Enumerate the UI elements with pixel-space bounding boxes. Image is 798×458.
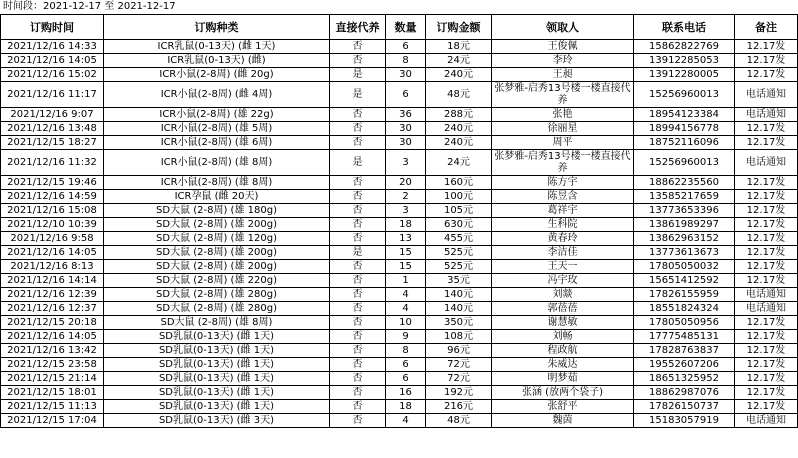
recipient-cell: 李玲 xyxy=(492,54,634,68)
remark-cell: 12.17发 xyxy=(735,246,798,260)
table-row xyxy=(1,344,798,358)
order-type-cell: SD大鼠 (2-8周) (雄 220g) xyxy=(104,274,330,288)
direct-foster-cell: 否 xyxy=(330,136,386,150)
direct-foster-cell: 否 xyxy=(330,330,386,344)
table-row xyxy=(1,204,798,218)
order-type-cell: ICR小鼠(2-8周) (雄 22g) xyxy=(104,108,330,122)
quantity-cell: 9 xyxy=(386,330,426,344)
order-type-cell: ICR乳鼠(0-13天) (雌 1天) xyxy=(104,40,330,54)
remark-cell: 12.17发 xyxy=(735,40,798,54)
amount-cell: 455元 xyxy=(426,232,492,246)
table-row xyxy=(1,288,798,302)
remark-cell: 12.17发 xyxy=(735,68,798,82)
recipient-cell: 冯宇玫 xyxy=(492,274,634,288)
order-time-cell: 2021/12/16 14:05 xyxy=(1,54,104,68)
table-row xyxy=(1,136,798,150)
remark-cell: 电话通知 xyxy=(735,108,798,122)
header-order-time: 订购时间 xyxy=(1,15,104,40)
recipient-cell: 王俊佩 xyxy=(492,40,634,54)
order-time-cell: 2021/12/16 13:42 xyxy=(1,344,104,358)
amount-cell: 72元 xyxy=(426,358,492,372)
quantity-cell: 8 xyxy=(386,344,426,358)
order-time-cell: 2021/12/16 15:02 xyxy=(1,68,104,82)
recipient-cell: 周平 xyxy=(492,136,634,150)
order-time-cell: 2021/12/16 11:32 xyxy=(1,150,104,176)
amount-cell: 288元 xyxy=(426,108,492,122)
order-type-cell: ICR小鼠(2-8周) (雄 5周) xyxy=(104,122,330,136)
quantity-cell: 4 xyxy=(386,302,426,316)
phone-cell: 18862987076 xyxy=(634,386,735,400)
order-time-cell: 2021/12/16 14:59 xyxy=(1,190,104,204)
recipient-cell: 黄春玲 xyxy=(492,232,634,246)
remark-cell: 电话通知 xyxy=(735,288,798,302)
order-time-cell: 2021/12/15 20:18 xyxy=(1,316,104,330)
order-time-cell: 2021/12/16 14:14 xyxy=(1,274,104,288)
remark-cell: 12.17发 xyxy=(735,358,798,372)
table-row xyxy=(1,122,798,136)
phone-cell: 17828763837 xyxy=(634,344,735,358)
quantity-cell: 18 xyxy=(386,400,426,414)
phone-cell: 18862235560 xyxy=(634,176,735,190)
amount-cell: 96元 xyxy=(426,344,492,358)
table-row xyxy=(1,302,798,316)
order-type-cell: ICR乳鼠(0-13天) (雌) xyxy=(104,54,330,68)
order-type-cell: SD大鼠 (2-8周) (雄 200g) xyxy=(104,218,330,232)
date-range-label: 时间段：2021-12-17 至 2021-12-17 xyxy=(3,1,176,12)
order-time-cell: 2021/12/15 18:27 xyxy=(1,136,104,150)
order-type-cell: SD乳鼠(0-13天) (雌 3天) xyxy=(104,414,330,428)
direct-foster-cell: 否 xyxy=(330,108,386,122)
quantity-cell: 30 xyxy=(386,122,426,136)
order-time-cell: 2021/12/15 11:13 xyxy=(1,400,104,414)
table-row xyxy=(1,246,798,260)
amount-cell: 35元 xyxy=(426,274,492,288)
quantity-cell: 4 xyxy=(386,288,426,302)
order-type-cell: ICR小鼠(2-8周) (雌 4周) xyxy=(104,82,330,108)
phone-cell: 13773613673 xyxy=(634,246,735,260)
order-type-cell: SD乳鼠(0-13天) (雌 1天) xyxy=(104,358,330,372)
phone-cell: 18651325952 xyxy=(634,372,735,386)
table-row xyxy=(1,372,798,386)
header-recipient: 领取人 xyxy=(492,15,634,40)
table-row xyxy=(1,54,798,68)
amount-cell: 240元 xyxy=(426,68,492,82)
recipient-cell: 张梦雅-启秀13号楼一楼直接代养 xyxy=(492,150,634,176)
recipient-cell: 生科院 xyxy=(492,218,634,232)
remark-cell: 12.17发 xyxy=(735,136,798,150)
direct-foster-cell: 否 xyxy=(330,344,386,358)
remark-cell: 12.17发 xyxy=(735,372,798,386)
phone-cell: 18752116096 xyxy=(634,136,735,150)
phone-cell: 13585217659 xyxy=(634,190,735,204)
recipient-cell: 徐丽星 xyxy=(492,122,634,136)
order-time-cell: 2021/12/16 12:37 xyxy=(1,302,104,316)
remark-cell: 12.17发 xyxy=(735,400,798,414)
direct-foster-cell: 否 xyxy=(330,232,386,246)
phone-cell: 18551824324 xyxy=(634,302,735,316)
direct-foster-cell: 是 xyxy=(330,68,386,82)
recipient-cell: 刘燚 xyxy=(492,288,634,302)
recipient-cell: 明梦茹 xyxy=(492,372,634,386)
recipient-cell: 谢慧敏 xyxy=(492,316,634,330)
remark-cell: 电话通知 xyxy=(735,414,798,428)
table-row xyxy=(1,82,798,108)
order-type-cell: SD大鼠 (2-8周) (雄 120g) xyxy=(104,232,330,246)
direct-foster-cell: 否 xyxy=(330,190,386,204)
order-type-cell: SD大鼠 (2-8周) (雄 200g) xyxy=(104,246,330,260)
order-time-cell: 2021/12/15 23:58 xyxy=(1,358,104,372)
order-type-cell: SD乳鼠(0-13天) (雌 1天) xyxy=(104,344,330,358)
amount-cell: 160元 xyxy=(426,176,492,190)
phone-cell: 13862963152 xyxy=(634,232,735,246)
quantity-cell: 18 xyxy=(386,218,426,232)
phone-cell: 15256960013 xyxy=(634,82,735,108)
quantity-cell: 15 xyxy=(386,246,426,260)
order-time-cell: 2021/12/16 14:33 xyxy=(1,40,104,54)
phone-cell: 19552607206 xyxy=(634,358,735,372)
amount-cell: 192元 xyxy=(426,386,492,400)
phone-cell: 17826150737 xyxy=(634,400,735,414)
table-row xyxy=(1,316,798,330)
header-order-type: 订购种类 xyxy=(104,15,330,40)
direct-foster-cell: 否 xyxy=(330,316,386,330)
order-type-cell: SD大鼠 (2-8周) (雄 180g) xyxy=(104,204,330,218)
amount-cell: 72元 xyxy=(426,372,492,386)
order-time-cell: 2021/12/16 15:08 xyxy=(1,204,104,218)
header-remark: 备注 xyxy=(735,15,798,40)
remark-cell: 12.17发 xyxy=(735,190,798,204)
recipient-cell: 张梦雅-启秀13号楼一楼直接代养 xyxy=(492,82,634,108)
order-type-cell: SD乳鼠(0-13天) (雌 1天) xyxy=(104,386,330,400)
order-time-cell: 2021/12/15 19:46 xyxy=(1,176,104,190)
direct-foster-cell: 否 xyxy=(330,372,386,386)
order-time-cell: 2021/12/16 9:07 xyxy=(1,108,104,122)
quantity-cell: 3 xyxy=(386,150,426,176)
recipient-cell: 王天一 xyxy=(492,260,634,274)
quantity-cell: 20 xyxy=(386,176,426,190)
order-type-cell: SD乳鼠(0-13天) (雌 1天) xyxy=(104,330,330,344)
direct-foster-cell: 否 xyxy=(330,260,386,274)
quantity-cell: 30 xyxy=(386,136,426,150)
order-time-cell: 2021/12/16 14:05 xyxy=(1,246,104,260)
phone-cell: 15651412592 xyxy=(634,274,735,288)
recipient-cell: 张舒平 xyxy=(492,400,634,414)
amount-cell: 240元 xyxy=(426,122,492,136)
remark-cell: 12.17发 xyxy=(735,54,798,68)
phone-cell: 17826155959 xyxy=(634,288,735,302)
order-type-cell: SD乳鼠(0-13天) (雌 1天) xyxy=(104,372,330,386)
header-direct-foster: 直接代养 xyxy=(330,15,386,40)
quantity-cell: 6 xyxy=(386,40,426,54)
phone-cell: 13861989297 xyxy=(634,218,735,232)
quantity-cell: 36 xyxy=(386,108,426,122)
table-row xyxy=(1,260,798,274)
direct-foster-cell: 否 xyxy=(330,274,386,288)
recipient-cell: 魏茵 xyxy=(492,414,634,428)
table-row xyxy=(1,176,798,190)
quantity-cell: 8 xyxy=(386,54,426,68)
order-type-cell: ICR小鼠(2-8周) (雄 6周) xyxy=(104,136,330,150)
direct-foster-cell: 否 xyxy=(330,176,386,190)
table-row xyxy=(1,386,798,400)
amount-cell: 48元 xyxy=(426,414,492,428)
remark-cell: 12.17发 xyxy=(735,260,798,274)
recipient-cell: 朱威达 xyxy=(492,358,634,372)
direct-foster-cell: 否 xyxy=(330,358,386,372)
amount-cell: 630元 xyxy=(426,218,492,232)
direct-foster-cell: 否 xyxy=(330,302,386,316)
table-row xyxy=(1,274,798,288)
order-type-cell: ICR小鼠(2-8周) (雄 8周) xyxy=(104,150,330,176)
amount-cell: 24元 xyxy=(426,54,492,68)
amount-cell: 48元 xyxy=(426,82,492,108)
order-time-cell: 2021/12/15 18:01 xyxy=(1,386,104,400)
order-time-cell: 2021/12/16 9:58 xyxy=(1,232,104,246)
remark-cell: 12.17发 xyxy=(735,122,798,136)
phone-cell: 15862822769 xyxy=(634,40,735,54)
table-row xyxy=(1,108,798,122)
remark-cell: 12.17发 xyxy=(735,386,798,400)
recipient-cell: 陈方宇 xyxy=(492,176,634,190)
table-header-row xyxy=(1,15,798,40)
remark-cell: 12.17发 xyxy=(735,344,798,358)
order-type-cell: ICR小鼠(2-8周) (雄 8周) xyxy=(104,176,330,190)
remark-cell: 12.17发 xyxy=(735,218,798,232)
amount-cell: 216元 xyxy=(426,400,492,414)
direct-foster-cell: 否 xyxy=(330,386,386,400)
recipient-cell: 程政航 xyxy=(492,344,634,358)
quantity-cell: 6 xyxy=(386,82,426,108)
quantity-cell: 10 xyxy=(386,316,426,330)
order-time-cell: 2021/12/16 8:13 xyxy=(1,260,104,274)
direct-foster-cell: 否 xyxy=(330,54,386,68)
phone-cell: 18954123384 xyxy=(634,108,735,122)
remark-cell: 电话通知 xyxy=(735,150,798,176)
table-row xyxy=(1,68,798,82)
table-row xyxy=(1,150,798,176)
remark-cell: 12.17发 xyxy=(735,330,798,344)
quantity-cell: 6 xyxy=(386,358,426,372)
phone-cell: 13773653396 xyxy=(634,204,735,218)
order-type-cell: ICR孕鼠 (雌 20天) xyxy=(104,190,330,204)
quantity-cell: 15 xyxy=(386,260,426,274)
direct-foster-cell: 是 xyxy=(330,82,386,108)
direct-foster-cell: 否 xyxy=(330,414,386,428)
remark-cell: 12.17发 xyxy=(735,274,798,288)
phone-cell: 13912285053 xyxy=(634,54,735,68)
direct-foster-cell: 是 xyxy=(330,150,386,176)
direct-foster-cell: 否 xyxy=(330,204,386,218)
recipient-cell: 葛祥宇 xyxy=(492,204,634,218)
order-time-cell: 2021/12/15 17:04 xyxy=(1,414,104,428)
amount-cell: 525元 xyxy=(426,246,492,260)
remark-cell: 12.17发 xyxy=(735,316,798,330)
order-time-cell: 2021/12/16 11:17 xyxy=(1,82,104,108)
remark-cell: 12.17发 xyxy=(735,204,798,218)
direct-foster-cell: 否 xyxy=(330,40,386,54)
order-type-cell: SD大鼠 (2-8周) (雄 200g) xyxy=(104,260,330,274)
order-type-cell: ICR小鼠(2-8周) (雌 20g) xyxy=(104,68,330,82)
direct-foster-cell: 否 xyxy=(330,122,386,136)
remark-cell: 12.17发 xyxy=(735,176,798,190)
quantity-cell: 16 xyxy=(386,386,426,400)
phone-cell: 13912280005 xyxy=(634,68,735,82)
recipient-cell: 李洁佳 xyxy=(492,246,634,260)
quantity-cell: 4 xyxy=(386,414,426,428)
quantity-cell: 3 xyxy=(386,204,426,218)
direct-foster-cell: 否 xyxy=(330,218,386,232)
table-row xyxy=(1,330,798,344)
amount-cell: 108元 xyxy=(426,330,492,344)
orders-table xyxy=(0,14,798,428)
quantity-cell: 2 xyxy=(386,190,426,204)
amount-cell: 240元 xyxy=(426,136,492,150)
direct-foster-cell: 否 xyxy=(330,288,386,302)
order-time-cell: 2021/12/15 21:14 xyxy=(1,372,104,386)
phone-cell: 17805050956 xyxy=(634,316,735,330)
amount-cell: 525元 xyxy=(426,260,492,274)
quantity-cell: 1 xyxy=(386,274,426,288)
quantity-cell: 30 xyxy=(386,68,426,82)
recipient-cell: 张艳 xyxy=(492,108,634,122)
amount-cell: 350元 xyxy=(426,316,492,330)
order-type-cell: SD大鼠 (2-8周) (雄 8周) xyxy=(104,316,330,330)
order-type-cell: SD大鼠 (2-8周) (雄 280g) xyxy=(104,302,330,316)
remark-cell: 12.17发 xyxy=(735,232,798,246)
remark-cell: 电话通知 xyxy=(735,82,798,108)
order-time-cell: 2021/12/16 13:48 xyxy=(1,122,104,136)
amount-cell: 100元 xyxy=(426,190,492,204)
header-phone: 联系电话 xyxy=(634,15,735,40)
phone-cell: 17775485131 xyxy=(634,330,735,344)
quantity-cell: 6 xyxy=(386,372,426,386)
table-row xyxy=(1,190,798,204)
order-type-cell: SD乳鼠(0-13天) (雌 1天) xyxy=(104,400,330,414)
recipient-cell: 刘畅 xyxy=(492,330,634,344)
table-row xyxy=(1,232,798,246)
recipient-cell: 郭蓓蓓 xyxy=(492,302,634,316)
recipient-cell: 陈昱含 xyxy=(492,190,634,204)
table-row xyxy=(1,40,798,54)
amount-cell: 18元 xyxy=(426,40,492,54)
amount-cell: 140元 xyxy=(426,288,492,302)
remark-cell: 电话通知 xyxy=(735,302,798,316)
phone-cell: 18994156778 xyxy=(634,122,735,136)
direct-foster-cell: 否 xyxy=(330,400,386,414)
phone-cell: 17805050032 xyxy=(634,260,735,274)
table-row xyxy=(1,358,798,372)
table-row xyxy=(1,414,798,428)
amount-cell: 105元 xyxy=(426,204,492,218)
phone-cell: 15256960013 xyxy=(634,150,735,176)
order-time-cell: 2021/12/16 12:39 xyxy=(1,288,104,302)
table-row xyxy=(1,218,798,232)
header-amount: 订购金额 xyxy=(426,15,492,40)
order-time-cell: 2021/12/10 10:39 xyxy=(1,218,104,232)
amount-cell: 140元 xyxy=(426,302,492,316)
quantity-cell: 13 xyxy=(386,232,426,246)
direct-foster-cell: 是 xyxy=(330,246,386,260)
phone-cell: 15183057919 xyxy=(634,414,735,428)
amount-cell: 24元 xyxy=(426,150,492,176)
order-type-cell: SD大鼠 (2-8周) (雄 280g) xyxy=(104,288,330,302)
header-quantity: 数量 xyxy=(386,15,426,40)
table-row xyxy=(1,400,798,414)
recipient-cell: 王昶 xyxy=(492,68,634,82)
order-time-cell: 2021/12/16 14:05 xyxy=(1,330,104,344)
recipient-cell: 张涵 (放两个袋子) xyxy=(492,386,634,400)
